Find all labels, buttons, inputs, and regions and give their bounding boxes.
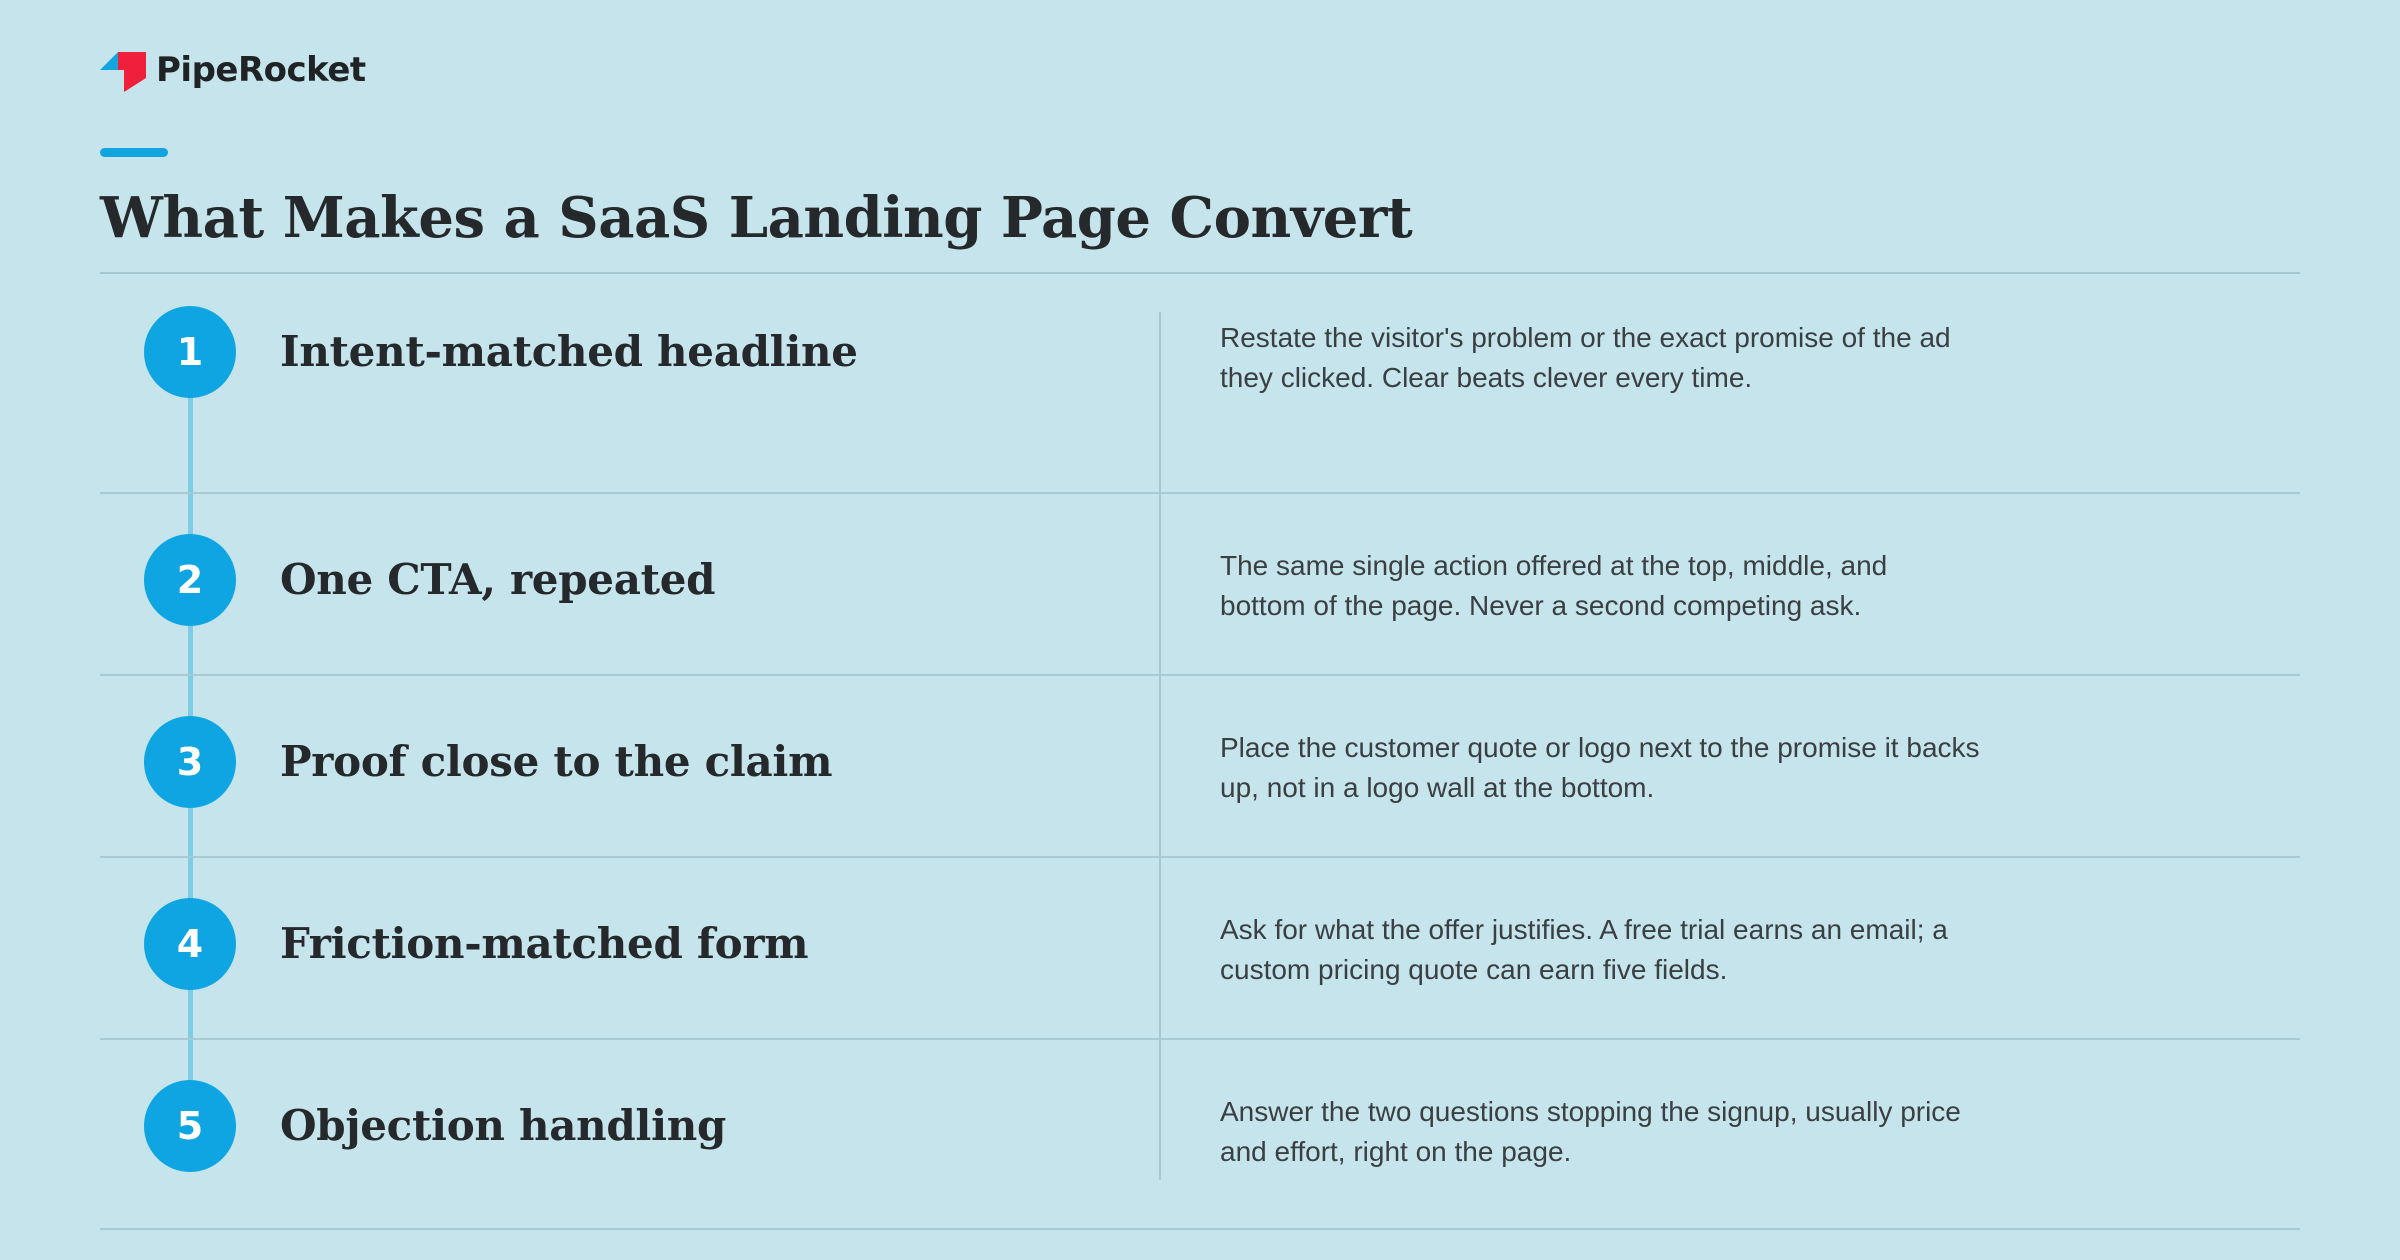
brand[interactable] (100, 48, 366, 92)
step-description: Ask for what the offer justifies. A free trial earns an email; a custom pricing quote can earn five fields. (1220, 914, 1948, 985)
step-row (100, 494, 2300, 676)
step-description: Restate the visitor's problem or the exact promise of the ad they clicked. Clear beats clever every time. (1220, 322, 1951, 393)
step-number-badge: 5 (144, 1080, 236, 1172)
page-title: What Makes a SaaS Landing Page Convert (100, 185, 1413, 251)
step-heading: One CTA, repeated (280, 555, 716, 604)
step-number-badge: 3 (144, 716, 236, 808)
step-description: Answer the two questions stopping the signup, usually price and effort, right on the page. (1220, 1096, 1961, 1167)
step-number-badge: 4 (144, 898, 236, 990)
step-heading: Proof close to the claim (280, 737, 833, 786)
step-row (100, 1040, 2300, 1230)
steps-list (100, 312, 2300, 1230)
step-row (100, 858, 2300, 1040)
step-description: The same single action offered at the top, middle, and bottom of the page. Never a second competing ask. (1220, 550, 1888, 621)
step-description: Place the customer quote or logo next to the promise it backs up, not in a logo wall at the bottom. (1220, 732, 1980, 803)
step-heading: Friction-matched form (280, 919, 809, 968)
brand-name: PipeRocket (156, 50, 366, 90)
step-row (100, 676, 2300, 858)
step-row (100, 312, 2300, 494)
step-number-badge: 2 (144, 534, 236, 626)
step-number-badge: 1 (144, 306, 236, 398)
piperocket-logo-icon (100, 48, 146, 92)
title-divider (100, 272, 2300, 274)
step-heading: Objection handling (280, 1101, 727, 1150)
step-heading: Intent-matched headline (280, 327, 858, 376)
title-accent-bar (100, 148, 168, 157)
